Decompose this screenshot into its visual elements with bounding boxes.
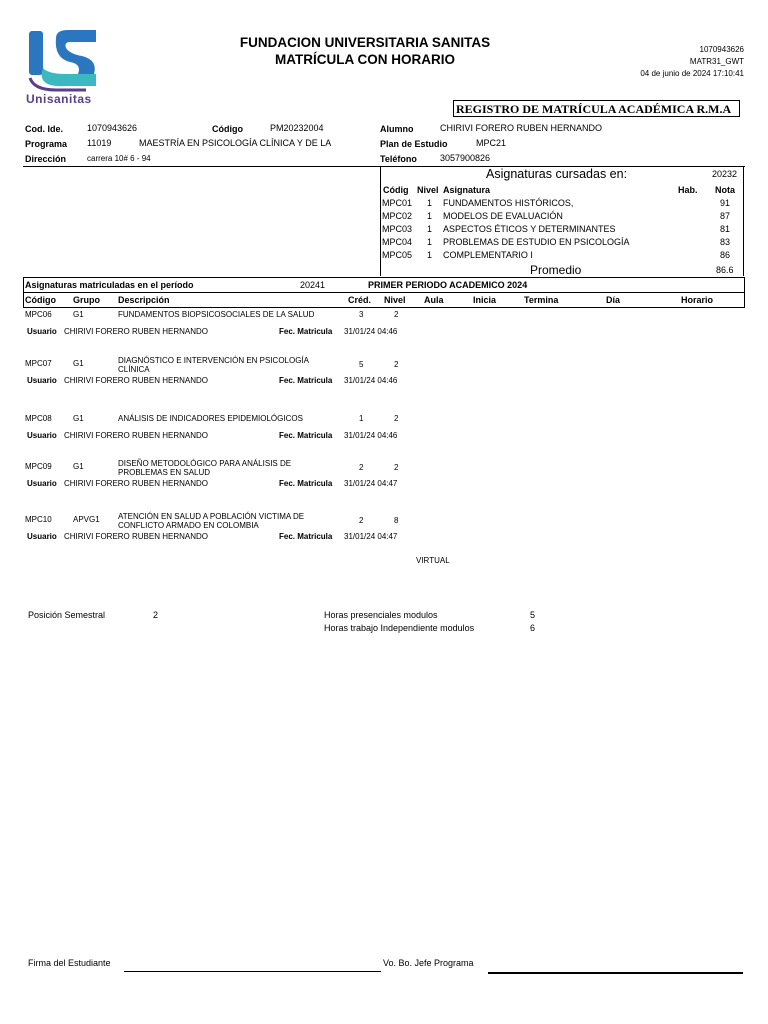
codigo-label: Código [212, 124, 243, 134]
header-id-number: 1070943626 [699, 45, 744, 54]
cursada-nota: 81 [720, 224, 731, 234]
institution-name: FUNDACION UNIVERSITARIA SANITAS [239, 35, 491, 50]
cursada-nivel: 1 [427, 224, 433, 234]
cursada-asignatura: FUNDAMENTOS HISTÓRICOS, [443, 198, 574, 208]
matriculadas-title: Asignaturas matriculadas en el período [25, 280, 194, 290]
programa-label: Programa [25, 139, 68, 149]
mat-header-inicia: Inicia [473, 295, 497, 305]
cursadas-box [380, 166, 744, 276]
cod-ide-label: Cod. Ide. [25, 124, 63, 134]
programa-name: MAESTRÍA EN PSICOLOGÍA CLÍNICA Y DE LA [139, 138, 332, 148]
cursadas-header-asignatura: Asignatura [443, 185, 491, 195]
cursada-nivel: 1 [427, 250, 433, 260]
telefono-value: 3057900826 [440, 153, 491, 163]
mat-header-descripcion: Descripción [118, 295, 170, 305]
virtual-label: VIRTUAL [416, 556, 450, 565]
cursada-asignatura: ASPECTOS ÉTICOS Y DETERMINANTES [443, 224, 616, 234]
firma-estudiante-line [124, 971, 381, 972]
cursada-nivel: 1 [427, 237, 433, 247]
mat-row-usuario-label: Usuario [27, 327, 57, 336]
mat-header-nivel: Nivel [384, 295, 406, 305]
mat-row-nivel: 8 [394, 516, 399, 525]
mat-row-usuario-label: Usuario [27, 532, 57, 541]
mat-header-termina: Termina [524, 295, 559, 305]
direccion-label: Dirección [25, 154, 67, 164]
mat-row-usuario: CHIRIVI FORERO RUBEN HERNANDO [64, 431, 209, 440]
cursadas-period: 20232 [712, 169, 738, 179]
mat-row-usuario-label: Usuario [27, 376, 57, 385]
mat-row-descripcion: PROBLEMAS EN SALUD [118, 468, 211, 477]
cursadas-title: Asignaturas cursadas en: [486, 167, 628, 181]
mat-row-descripcion: ANÁLISIS DE INDICADORES EPIDEMIOLÓGICOS [118, 414, 303, 423]
cursadas-header-nota: Nota [715, 185, 735, 195]
mat-row-fecha: 31/01/24 04:46 [344, 431, 398, 440]
mat-row-cred: 3 [359, 310, 364, 319]
posicion-value: 2 [153, 610, 159, 620]
mat-row-codigo: MPC06 [25, 310, 52, 319]
mat-row-nivel: 2 [394, 360, 399, 369]
cursada-codigo: MPC02 [382, 211, 413, 221]
mat-row-codigo: MPC09 [25, 462, 52, 471]
alumno-label: Alumno [380, 124, 414, 134]
cursada-nota: 87 [720, 211, 731, 221]
firma-jefe-line [488, 972, 743, 974]
cursada-nivel: 1 [427, 198, 433, 208]
mat-row-usuario: CHIRIVI FORERO RUBEN HERNANDO [64, 327, 209, 336]
mat-row-fec-label: Fec. Matricula [279, 532, 333, 541]
mat-row-usuario-label: Usuario [27, 479, 57, 488]
horas-presenciales-value: 5 [530, 610, 536, 620]
cursada-codigo: MPC05 [382, 250, 413, 260]
cursadas-header-hab: Hab. [678, 185, 698, 195]
report-timestamp: 04 de junio de 2024 17:10:41 [640, 69, 744, 78]
cursada-nota: 86 [720, 250, 731, 260]
mat-row-fec-label: Fec. Matricula [279, 327, 333, 336]
cursada-nivel: 1 [427, 211, 433, 221]
mat-row-grupo: APVG1 [73, 515, 100, 524]
programa-code: 11019 [87, 138, 112, 148]
mat-row-grupo: G1 [73, 359, 84, 368]
telefono-label: Teléfono [380, 154, 417, 164]
cursada-asignatura: COMPLEMENTARIO I [443, 250, 533, 260]
cursadas-header-nivel: Nivel [417, 185, 439, 195]
plan-value: MPC21 [476, 138, 507, 148]
mat-row-codigo: MPC08 [25, 414, 52, 423]
posicion-label: Posición Semestral [28, 610, 106, 620]
horas-independiente-value: 6 [530, 623, 536, 633]
mat-header-aula: Aula [424, 295, 444, 305]
unisanitas-logo-icon [26, 28, 98, 92]
matriculadas-header-divider [23, 292, 745, 293]
firma-estudiante-label: Firma del Estudiante [28, 958, 111, 968]
mat-header-grupo: Grupo [73, 295, 100, 305]
horas-independiente-label: Horas trabajo Independiente modulos [324, 623, 475, 633]
report-code: MATR31_GWT [689, 57, 744, 66]
mat-header-codigo: Código [25, 295, 56, 305]
cursada-nota: 83 [720, 237, 731, 247]
mat-row-descripcion: CLÍNICA [118, 365, 150, 374]
mat-row-usuario-label: Usuario [27, 431, 57, 440]
promedio-label: Promedio [530, 263, 582, 277]
mat-row-fec-label: Fec. Matricula [279, 431, 333, 440]
mat-row-descripcion: CONFLICTO ARMADO EN COLOMBIA [118, 521, 259, 530]
cursada-codigo: MPC04 [382, 237, 413, 247]
mat-row-fecha: 31/01/24 04:47 [344, 479, 398, 488]
promedio-value: 86.6 [716, 265, 734, 275]
matriculadas-period-name: PRIMER PERIODO ACADEMICO 2024 [368, 280, 528, 290]
mat-row-nivel: 2 [394, 414, 399, 423]
mat-row-descripcion: DIAGNÓSTICO E INTERVENCIÓN EN PSICOLOGÍA [118, 356, 309, 365]
mat-row-grupo: G1 [73, 462, 84, 471]
mat-row-grupo: G1 [73, 414, 84, 423]
mat-row-fecha: 31/01/24 04:47 [344, 532, 398, 541]
mat-row-usuario: CHIRIVI FORERO RUBEN HERNANDO [64, 376, 209, 385]
mat-row-grupo: G1 [73, 310, 84, 319]
mat-row-usuario: CHIRIVI FORERO RUBEN HERNANDO [64, 479, 209, 488]
direccion-value: carrera 10# 6 - 94 [87, 154, 151, 163]
document-title: MATRÍCULA CON HORARIO [275, 52, 455, 67]
mat-row-fecha: 31/01/24 04:46 [344, 327, 398, 336]
mat-row-nivel: 2 [394, 463, 399, 472]
matriculadas-period: 20241 [300, 280, 326, 290]
mat-row-codigo: MPC10 [25, 515, 52, 524]
mat-row-descripcion: FUNDAMENTOS BIOPSICOSOCIALES DE LA SALUD [118, 310, 315, 319]
mat-row-nivel: 2 [394, 310, 399, 319]
mat-row-codigo: MPC07 [25, 359, 52, 368]
codigo-value: PM20232004 [270, 123, 324, 133]
cursada-codigo: MPC01 [382, 198, 413, 208]
cursada-nota: 91 [720, 198, 731, 208]
cursada-codigo: MPC03 [382, 224, 413, 234]
logo [26, 28, 98, 106]
mat-row-cred: 1 [359, 414, 364, 423]
mat-header-horario: Horario [681, 295, 714, 305]
mat-row-descripcion: ATENCIÓN EN SALUD A POBLACIÓN VICTIMA DE [118, 512, 305, 521]
horas-presenciales-label: Horas presenciales modulos [324, 610, 438, 620]
cursada-asignatura: PROBLEMAS DE ESTUDIO EN PSICOLOGÍA [443, 237, 630, 247]
mat-header-cred: Créd. [348, 295, 372, 305]
mat-row-cred: 2 [359, 463, 364, 472]
registro-title: REGISTRO DE MATRÍCULA ACADÉMICA R.M.A [453, 100, 740, 117]
mat-row-fec-label: Fec. Matricula [279, 479, 333, 488]
alumno-value: CHIRIVI FORERO RUBEN HERNANDO [440, 123, 603, 133]
mat-row-cred: 5 [359, 360, 364, 369]
firma-jefe-label: Vo. Bo. Jefe Programa [383, 958, 474, 968]
mat-row-descripcion: DISEÑO METODOLÓGICO PARA ANÁLISIS DE [118, 459, 292, 468]
cursada-asignatura: MODELOS DE EVALUACIÓN [443, 211, 563, 221]
plan-label: Plan de Estudio [380, 139, 448, 149]
mat-header-dia: Día [606, 295, 621, 305]
mat-row-fec-label: Fec. Matricula [279, 376, 333, 385]
logo-text: Unisanitas [26, 92, 92, 106]
mat-row-cred: 2 [359, 516, 364, 525]
mat-row-usuario: CHIRIVI FORERO RUBEN HERNANDO [64, 532, 209, 541]
mat-row-fecha: 31/01/24 04:46 [344, 376, 398, 385]
cod-ide-value: 1070943626 [87, 123, 138, 133]
cursadas-header-codig: Códig [383, 185, 409, 195]
